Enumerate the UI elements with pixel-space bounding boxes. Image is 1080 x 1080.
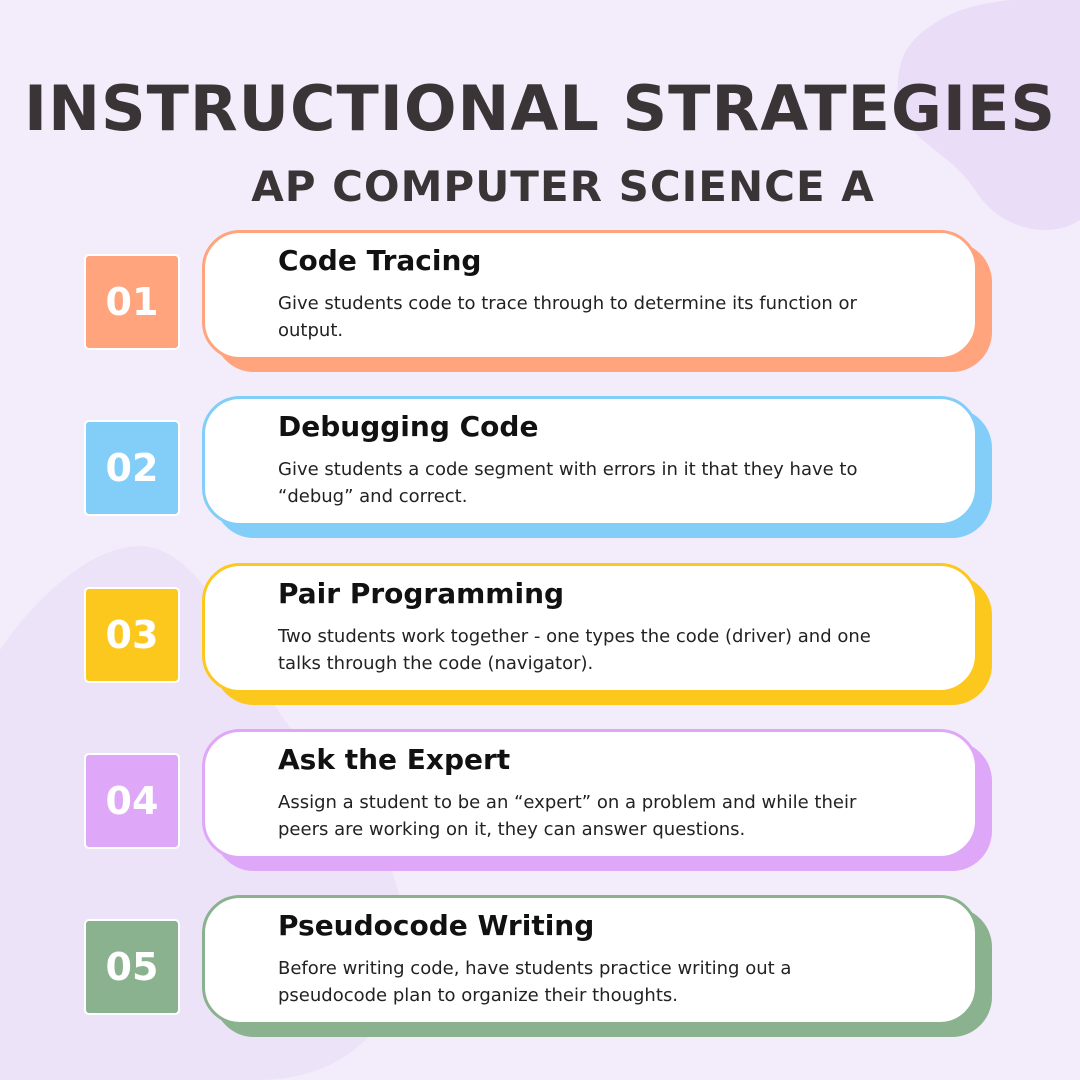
step-number-badge: 05 — [84, 919, 180, 1015]
page-subtitle: AP COMPUTER SCIENCE A — [251, 162, 875, 211]
strategy-item — [0, 563, 1080, 703]
strategy-description: Assign a student to be an “expert” on a problem and while their peers are working on it, they can answer questions. — [278, 792, 857, 840]
strategy-title: Pair Programming — [278, 577, 565, 610]
step-number-badge: 02 — [84, 420, 180, 516]
strategy-description: Give students code to trace through to determine its function or output. — [278, 293, 857, 341]
step-number-badge: 04 — [84, 753, 180, 849]
strategy-description: Before writing code, have students practice writing out a pseudocode plan to organize their thoughts. — [278, 958, 792, 1006]
strategy-title: Pseudocode Writing — [278, 909, 595, 942]
strategy-item — [0, 230, 1080, 370]
strategy-title: Debugging Code — [278, 410, 539, 443]
step-number-badge: 01 — [84, 254, 180, 350]
strategy-description: Two students work together - one types the code (driver) and one talks through the code (navigator). — [278, 626, 871, 674]
page-title: INSTRUCTIONAL STRATEGIES — [24, 72, 1056, 145]
strategy-description: Give students a code segment with errors in it that they have to “debug” and correct. — [278, 459, 858, 507]
step-number-badge: 03 — [84, 587, 180, 683]
strategy-item — [0, 729, 1080, 869]
strategy-item — [0, 895, 1080, 1035]
strategy-item — [0, 396, 1080, 536]
strategy-title: Ask the Expert — [278, 743, 511, 776]
strategy-title: Code Tracing — [278, 244, 482, 277]
